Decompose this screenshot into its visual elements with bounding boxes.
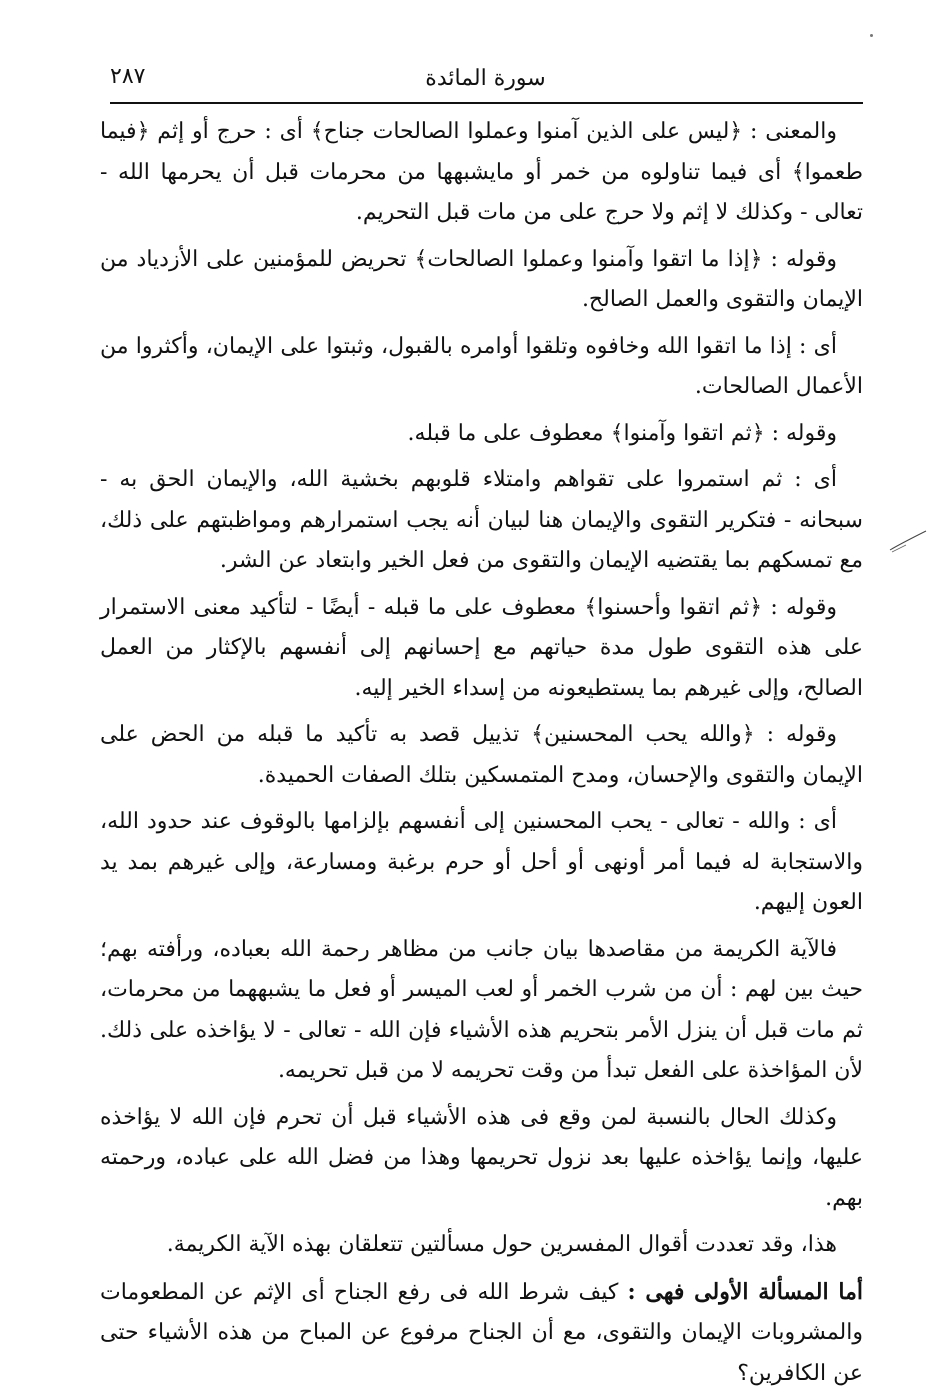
paragraph [100,112,863,234]
paragraph-lead: أما المسألة الأولى فهى : [627,1278,863,1305]
margin-pen-mark [888,528,928,554]
paragraph-text: وقوله : ﴿إذا ما اتقوا وآمنوا وعملوا الصالحات﴾ تحريض للمؤمنين على الأزدياد من الإيمان والتقوى والعمل الصالح. [100,246,863,312]
paragraph-text: كيف شرط الله فى رفع الجناح أى الإثم عن المطعومات والمشروبات الإيمان والتقوى، مع أن الجناح مرفوع عن المباح من هذه الأشياء حتى عن الكافرين؟ [100,1279,863,1386]
paragraph-text: فالآية الكريمة من مقاصدها بيان جانب من مظاهر رحمة الله بعباده، ورأفته بهم؛ حيث بين لهم : أن من شرب الخمر أو لعب الميسر أو فعل ما يشبههما من محرمات، ثم مات قبل أن ينزل الأمر بتحريم هذه الأشياء فإن الله - تعالى - لا يؤاخذه على ذلك. لأن المؤاخذة على الفعل تبدأ من وقت تحريمه لا من قبل تحريمه. [100,936,863,1083]
page-number: ٢٨٧ [110,64,146,89]
paragraph [100,240,863,321]
paragraph-text: وقوله : ﴿ثم اتقوا وأحسنوا﴾ معطوف على ما قبله - أيضًا - لتأكيد معنى الاستمرار على هذه التقوى طول مدة حياتهم مع إحسانهم إلى أنفسهم بالإكثار من العمل الصالح، وإلى غيرهم بما يستطيعونه من إسداء الخير إليه. [100,594,863,701]
paragraph [100,930,863,1092]
paragraph [100,802,863,924]
paragraph-text: وقوله : ﴿والله يحب المحسنين﴾ تذييل قصد به تأكيد ما قبله من الحض على الإيمان والتقوى والإحسان، ومدح المتمسكين بتلك الصفات الحميدة. [100,722,863,788]
paragraph-text: أى : والله - تعالى - يحب المحسنين إلى أنفسهم بإلزامها بالوقوف عند حدود الله، والاستجابة له فيما أمر أونهى أو أحل أو حرم برغبة ومسارعة، وإلى غيرهم بمد يد العون إليهم. [100,809,863,915]
paragraph-text: وقوله : ﴿ثم اتقوا وآمنوا﴾ معطوف على ما قبله. [407,420,837,446]
paragraph [100,715,863,796]
scan-speck [870,34,873,37]
paragraph-text: والمعنى : ﴿ليس على الذين آمنوا وعملوا الصالحات جناح﴾ أى : حرج أو إثم ﴿فيما طعموا﴾ أى فيما تناولوه من خمر أو مايشبهها من محرمات قبل أن يحرمها الله - تعالى - وكذلك لا إثم ولا حرج على من مات قبل التحريم. [100,119,863,225]
page-body [100,112,863,1400]
paragraph-text: هذا، وقد تعددت أقوال المفسرين حول مسألتين تتعلقان بهذه الآية الكريمة. [166,1232,837,1257]
paragraph [100,1272,863,1395]
paragraph [100,460,863,582]
paragraph-text: أى : ثم استمروا على تقواهم وامتلاء قلوبهم بخشية الله، والإيمان الحق به - سبحانه - فتكرير التقوى والإيمان هنا لبيان أنه يجب استمرارهم ومواظبتهم على ذلك، مع تمسكهم بما يقتضيه الإيمان والتقوى من فعل الخير وابتعاد عن الشر. [100,467,863,573]
page-header [110,62,861,102]
paragraph-text: أى : إذا ما اتقوا الله وخافوه وتلقوا أوامره بالقبول، وثبتوا على الإيمان، وأكثروا من الأعمال الصالحات. [100,333,863,399]
paragraph-text: وكذلك الحال بالنسبة لمن وقع فى هذه الأشياء قبل أن تحرم فإن الله لا يؤاخذه عليها، وإنما يؤاخذه عليها بعد نزول تحريمها وهذا من فضل الله على عباده، ورحمته بهم. [100,1104,863,1211]
header-rule [110,102,863,104]
paragraph [100,588,863,710]
paragraph [100,1225,863,1266]
paragraph [100,1098,863,1220]
chapter-title: سورة المائدة [425,66,546,91]
paragraph [100,327,863,408]
paragraph [100,414,863,455]
